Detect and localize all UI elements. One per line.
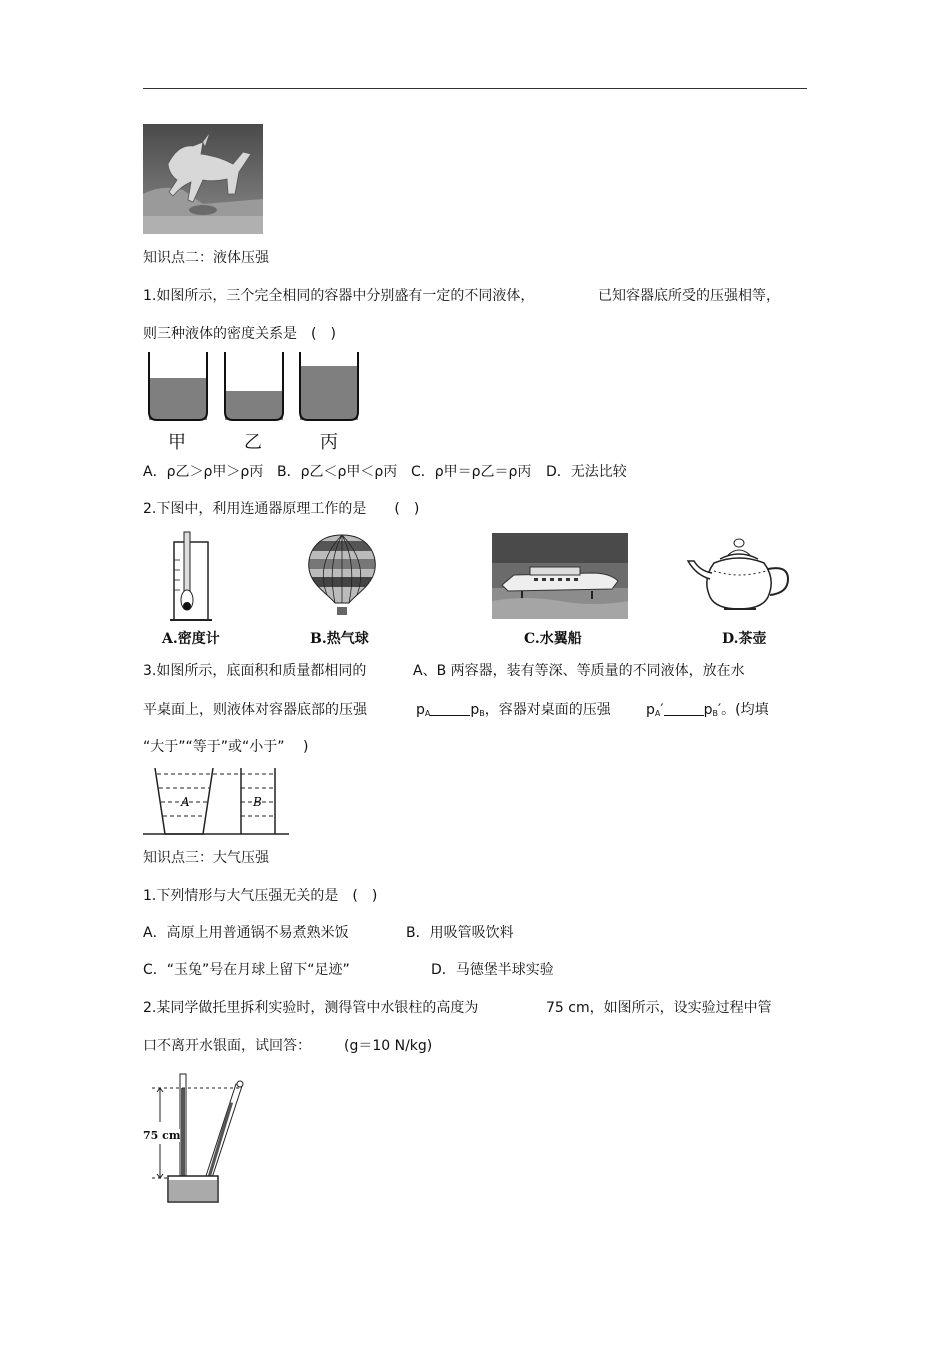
container-label-bing: 丙 — [320, 432, 338, 453]
q2-caption-d: D.茶壶 — [722, 631, 767, 647]
q2-caption-c: C.水翼船 — [524, 631, 582, 647]
hydrometer-icon — [160, 530, 220, 625]
symbol-pA-sub: A — [424, 709, 431, 718]
hydrofoil-boat-photo — [492, 533, 628, 619]
hot-air-balloon-icon — [305, 533, 380, 618]
q2-caption-a: A.密度计 — [162, 631, 220, 647]
container-jia — [149, 352, 207, 420]
q1-stem-part1: 1.如图所示，三个完全相同的容器中分别盛有一定的不同液体， — [143, 288, 535, 304]
q5-stem-part2: 75 cm，如图所示，设实验过程中管 — [546, 1000, 772, 1016]
containers-ab-figure — [143, 764, 291, 838]
symbol-pA: p — [416, 702, 425, 718]
container-yi — [225, 352, 283, 420]
q1-option-b: B．ρ乙＜ρ甲＜ρ丙 — [277, 464, 398, 480]
symbol-pB: p — [470, 702, 480, 718]
q5-stem-part1: 2.某同学做托里拆利实验时，测得管中水银柱的高度为 — [143, 1000, 479, 1016]
answer-blank-2[interactable] — [664, 701, 704, 716]
q3-stem-part2: A、B 两容器，装有等深、等质量的不同液体，放在水 — [413, 663, 745, 679]
symbol-pB-prime: p — [703, 702, 713, 718]
q3-line3: “大于”“等于”或“小于” ) — [143, 739, 309, 755]
q1-stem-part2: 已知容器底所受的压强相等， — [598, 288, 780, 304]
q4-option-b: B．用吸管吸饮料 — [406, 925, 514, 941]
label-a: A — [181, 795, 190, 809]
section-title-atmospheric-pressure: 知识点三：大气压强 — [143, 850, 269, 866]
liquid-bing — [300, 366, 358, 420]
q2-caption-b: B.热气球 — [310, 631, 369, 647]
container-label-jia: 甲 — [168, 432, 186, 453]
q3-line2-prefix: 平桌面上，则液体对容器底部的压强 — [143, 702, 367, 718]
q1-option-a: A．ρ乙＞ρ甲＞ρ丙 — [143, 464, 264, 480]
prime-mark-b: ′ — [717, 702, 722, 718]
q5-line2-part1: 口不离开水银面，试回答： — [143, 1038, 311, 1054]
q5-line2-part2: (g＝10 N/kg) — [344, 1038, 433, 1054]
q1-option-d: D．无法比较 — [546, 464, 627, 480]
container-label-yi: 乙 — [244, 432, 262, 453]
symbol-pB-sub: B — [479, 709, 485, 718]
symbol-pA-prime-sub: A — [654, 709, 661, 718]
q3-line2-suffix: 。(均填 — [721, 702, 769, 718]
q4-stem: 1.下列情形与大气压强无关的是 ( ) — [143, 888, 378, 904]
section-title-liquid-pressure: 知识点二：液体压强 — [143, 250, 269, 266]
height-label: 75 cm — [143, 1129, 181, 1142]
q3-blank-2 — [646, 700, 769, 724]
q2-stem: 2.下图中，利用连通器原理工作的是 ( ) — [143, 501, 420, 517]
q1-stem-line2: 则三种液体的密度关系是 ( ) — [143, 326, 336, 342]
symbol-pA-prime: p — [646, 702, 655, 718]
prime-mark-a: ′ — [660, 702, 664, 718]
container-bing — [300, 352, 358, 420]
q1-option-c: C．ρ甲＝ρ乙＝ρ丙 — [411, 464, 532, 480]
liquid-yi — [225, 391, 283, 420]
q3-blank-1 — [416, 700, 611, 724]
header-rule — [143, 88, 807, 89]
q3-stem-part1: 3.如图所示，底面积和质量都相同的 — [143, 663, 367, 679]
label-b: B — [253, 795, 262, 809]
q4-option-c: C．“玉兔”号在月球上留下“足迹” — [143, 962, 350, 978]
liquid-jia — [149, 378, 207, 420]
q4-option-d: D．马德堡半球实验 — [431, 962, 554, 978]
answer-blank-1[interactable] — [430, 701, 470, 716]
horse-statue-photo — [143, 124, 263, 234]
q4-option-a: A．高原上用普通锅不易煮熟米饭 — [143, 925, 349, 941]
q3-line2-middle: ，容器对桌面的压强 — [484, 702, 611, 718]
teapot-icon — [684, 535, 794, 615]
symbol-pB-prime-sub: B — [712, 709, 718, 718]
